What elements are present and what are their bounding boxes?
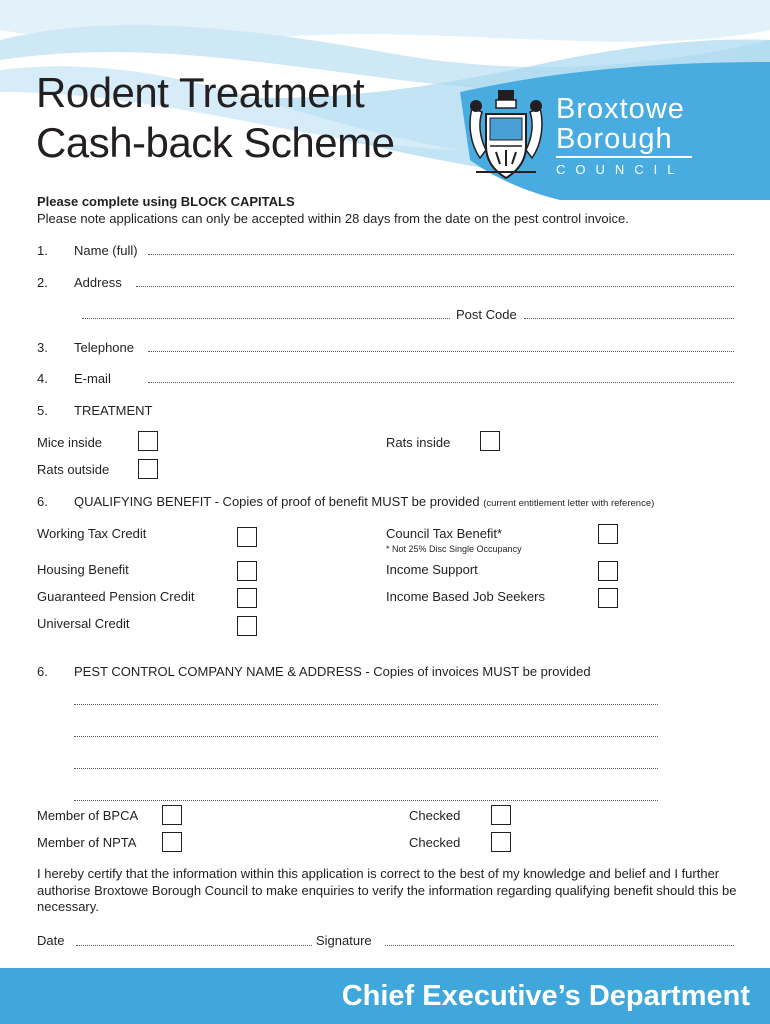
npta-checkbox[interactable] bbox=[162, 832, 182, 852]
pest-company-field-line-3[interactable] bbox=[74, 768, 658, 769]
treatment-number: 5. bbox=[37, 403, 48, 418]
telephone-field[interactable] bbox=[148, 351, 734, 352]
bpca-label: Member of BPCA bbox=[37, 808, 139, 823]
rats-outside-label: Rats outside bbox=[37, 462, 110, 477]
income-support-label: Income Support bbox=[386, 562, 478, 577]
housing-benefit-label: Housing Benefit bbox=[37, 562, 129, 577]
date-label: Date bbox=[37, 933, 65, 948]
working-tax-credit-label: Working Tax Credit bbox=[37, 526, 147, 541]
npta-checked-label: Checked bbox=[409, 835, 461, 850]
jobseekers-label: Income Based Job Seekers bbox=[386, 589, 545, 604]
pest-company-field-line-1[interactable] bbox=[74, 704, 658, 705]
title-line-2: Cash-back Scheme bbox=[36, 119, 395, 166]
bpca-checked-label: Checked bbox=[409, 808, 461, 823]
treatment-heading: TREATMENT bbox=[74, 403, 153, 418]
department-name: Chief Executive’s Department bbox=[341, 980, 750, 1012]
certification-statement: I hereby certify that the information within this application is correct to the best of my knowledge and belief and I further authorise Broxtowe Borough Council to make enquiries to verify the information regarding qualifying benefit should this be necessary. bbox=[37, 866, 737, 914]
bpca-checkbox[interactable] bbox=[162, 805, 182, 825]
council-logo-line-3: COUNCIL bbox=[556, 162, 685, 177]
postcode-field[interactable] bbox=[524, 318, 734, 319]
address-label: Address bbox=[74, 275, 122, 290]
email-field[interactable] bbox=[148, 382, 734, 383]
name-field[interactable] bbox=[148, 254, 734, 255]
coat-of-arms-icon bbox=[466, 84, 546, 180]
signature-label: Signature bbox=[316, 933, 372, 948]
email-number: 4. bbox=[37, 371, 48, 386]
working-tax-credit-checkbox[interactable] bbox=[237, 527, 257, 547]
instructions-note: Please note applications can only be accepted within 28 days from the date on the pest control invoice. bbox=[37, 211, 629, 226]
title-line-1: Rodent Treatment bbox=[36, 69, 365, 116]
council-tax-benefit-checkbox[interactable] bbox=[598, 524, 618, 544]
instructions-heading: Please complete using BLOCK CAPITALS bbox=[37, 194, 295, 209]
name-number: 1. bbox=[37, 243, 48, 258]
rats-inside-checkbox[interactable] bbox=[480, 431, 500, 451]
council-tax-benefit-label: Council Tax Benefit* bbox=[386, 526, 503, 541]
mice-inside-checkbox[interactable] bbox=[138, 431, 158, 451]
pest-company-number: 6. bbox=[37, 664, 48, 679]
council-logo-line-2: Borough bbox=[556, 123, 673, 155]
income-support-checkbox[interactable] bbox=[598, 561, 618, 581]
benefit-heading-note: (current entitlement letter with reference) bbox=[483, 498, 655, 509]
council-tax-benefit-note: * Not 25% Disc Single Occupancy bbox=[386, 544, 522, 554]
rats-inside-label: Rats inside bbox=[386, 435, 451, 450]
email-label: E-mail bbox=[74, 371, 111, 386]
council-logo-line-1: Broxtowe bbox=[556, 93, 685, 125]
pension-credit-checkbox[interactable] bbox=[237, 588, 257, 608]
address-field-line-1[interactable] bbox=[136, 286, 734, 287]
page-title bbox=[36, 68, 395, 168]
universal-credit-checkbox[interactable] bbox=[237, 616, 257, 636]
jobseekers-checkbox[interactable] bbox=[598, 588, 618, 608]
footer-bar bbox=[0, 968, 770, 1024]
council-logo bbox=[556, 94, 692, 177]
bpca-checked-checkbox[interactable] bbox=[491, 805, 511, 825]
benefit-heading-text: QUALIFYING BENEFIT - Copies of proof of benefit MUST be provided bbox=[74, 494, 480, 509]
address-field-line-2[interactable] bbox=[82, 318, 450, 319]
signature-field[interactable] bbox=[385, 945, 734, 946]
pest-company-field-line-4[interactable] bbox=[74, 800, 658, 801]
benefit-number: 6. bbox=[37, 494, 48, 509]
telephone-number: 3. bbox=[37, 340, 48, 355]
address-number: 2. bbox=[37, 275, 48, 290]
postcode-label: Post Code bbox=[456, 307, 517, 322]
telephone-label: Telephone bbox=[74, 340, 134, 355]
npta-label: Member of NPTA bbox=[37, 835, 137, 850]
council-logo-rule bbox=[556, 156, 692, 158]
mice-inside-label: Mice inside bbox=[37, 435, 103, 450]
pest-company-heading: PEST CONTROL COMPANY NAME & ADDRESS - Copies of invoices MUST be provided bbox=[74, 664, 591, 679]
npta-checked-checkbox[interactable] bbox=[491, 832, 511, 852]
rats-outside-checkbox[interactable] bbox=[138, 459, 158, 479]
date-field[interactable] bbox=[76, 945, 312, 946]
universal-credit-label: Universal Credit bbox=[37, 616, 130, 631]
benefit-heading bbox=[74, 494, 654, 512]
name-label: Name (full) bbox=[74, 243, 138, 258]
pension-credit-label: Guaranteed Pension Credit bbox=[37, 589, 195, 604]
pest-company-field-line-2[interactable] bbox=[74, 736, 658, 737]
housing-benefit-checkbox[interactable] bbox=[237, 561, 257, 581]
